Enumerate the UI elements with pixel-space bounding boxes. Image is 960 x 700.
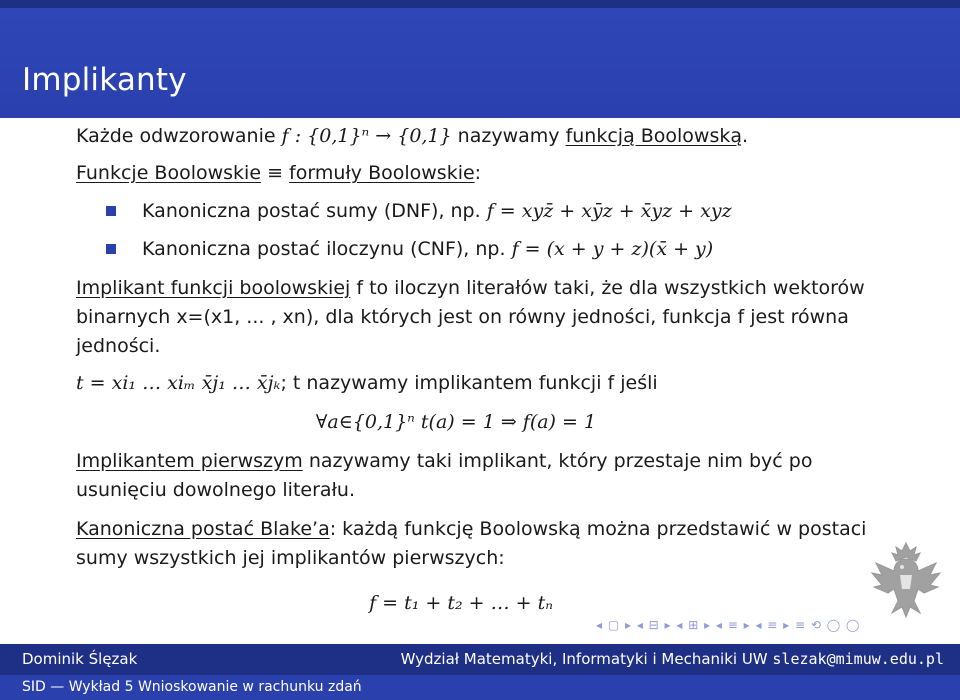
formula-implicant-term: t = xi₁ … xiₘ x̄j₁ … x̄jₖ	[76, 372, 281, 394]
term-prime-implicant: Implikantem pierwszym	[76, 450, 303, 472]
term-implicant: Implikant funkcji boolowskiej	[76, 277, 351, 299]
term-blake-canonical: Kanoniczna postać Blake’a	[76, 518, 330, 540]
formula-mapping: f : {0,1}ⁿ → {0,1}	[281, 125, 452, 147]
footer-email: slezak@mimuw.edu.pl	[772, 650, 944, 668]
paragraph-blake-form: Kanoniczna postać Blake’a: każdą funkcję Boolowską można przedstawić w postaci sumy wszystkich jej implikantów pierwszych:	[76, 518, 867, 569]
slide-content	[76, 122, 876, 618]
paragraph-implicant-form: t = xi₁ … xiₘ x̄j₁ … x̄jₖ; t nazywamy implikantem funkcji f jeśli	[76, 372, 658, 394]
formula-sum-of-primes: f = t₁ + t₂ + … + tₙ	[369, 592, 553, 614]
footer-top-bar	[0, 644, 960, 675]
footer-institution: Wydział Matematyki, Informatyki i Mechaniki UW slezak@mimuw.edu.pl	[400, 650, 944, 668]
bullet-square-icon	[106, 244, 116, 254]
slide-title: Implikanty	[22, 62, 187, 98]
footer-course: SID — Wykład 5 Wnioskowanie w rachunku zdań	[22, 679, 362, 695]
beamer-navigation-bar[interactable]: ◂ ▢ ▸ ◂ ⊟ ▸ ◂ ⊞ ▸ ◂ ≡ ▸ ◂ ≡ ▸ ≡ ⟲ ◯ ◯	[596, 618, 861, 632]
paragraph-boolean-formulas: Funkcje Boolowskie ≡ formuły Boolowskie:	[76, 162, 482, 184]
paragraph-implicant-definition: Implikant funkcji boolowskiej f to iloczyn literałów taki, że dla wszystkich wektorów binarnych x=(x1, ... , xn), dla których jest on równy jedności, funkcja f jest równa jedności.	[76, 277, 865, 357]
paragraph-prime-implicant: Implikantem pierwszym nazywamy taki implikant, który przestaje nim być po usunięciu dowolnego literału.	[76, 450, 813, 501]
bullet-dnf: Kanoniczna postać sumy (DNF), np. f = xyz̄ + xȳz + x̄yz + xyz	[76, 197, 876, 226]
formula-dnf: f = xyz̄ + xȳz + x̄yz + xyz	[486, 200, 732, 222]
footer-author: Dominik Ślęzak	[22, 650, 138, 668]
term-boolean-function: funkcją Boolowską	[565, 125, 743, 147]
eagle-crest-icon	[862, 535, 950, 623]
title-bar	[0, 0, 960, 118]
bullet-square-icon	[106, 206, 116, 216]
bullet-cnf: Kanoniczna postać iloczynu (CNF), np. f = (x + y + z)(x̄ + y)	[76, 235, 876, 264]
paragraph-boolean-function: Każde odwzorowanie f : {0,1}ⁿ → {0,1} nazywamy funkcją Boolowską.	[76, 125, 749, 147]
formula-forall-condition: ∀a∈{0,1}ⁿ t(a) = 1 ⇒ f(a) = 1	[315, 411, 597, 433]
formula-cnf: f = (x + y + z)(x̄ + y)	[511, 238, 714, 260]
footer-bottom-bar	[0, 675, 960, 700]
